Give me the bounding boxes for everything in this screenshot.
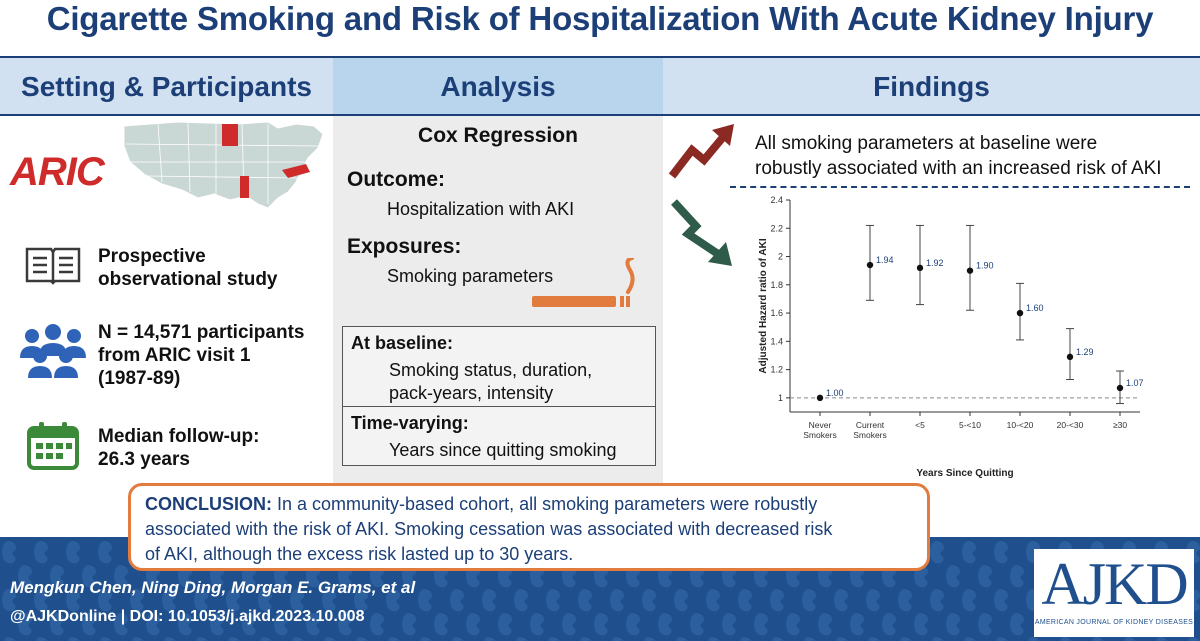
y-tick-label: 1.4: [770, 336, 783, 347]
y-tick-label: 1.2: [770, 364, 783, 375]
conclusion-text-2: associated with the risk of AKI. Smoking cessation was associated with decreased risk: [145, 519, 833, 539]
kidney-shape: [930, 589, 944, 611]
header-analysis: [333, 56, 663, 116]
kidney-shape: [578, 589, 592, 611]
ajkd-logo: [1034, 549, 1194, 637]
kidney-shape: [898, 637, 912, 641]
aric-logo: ARIC: [10, 150, 104, 194]
baseline-text: Smoking status, duration, pack-years, intensity: [389, 360, 593, 403]
method-heading: Cox Regression: [418, 124, 578, 147]
kidney-shape: [98, 637, 112, 641]
kidney-shape: [706, 637, 720, 641]
kidney-shape: [946, 613, 960, 635]
doi-link[interactable]: @AJKDonline | DOI: 10.1053/j.ajkd.2023.10.008: [10, 608, 365, 625]
kidney-shape: [354, 637, 368, 641]
kidney-shape: [674, 589, 688, 611]
kidney-shape: [386, 637, 400, 641]
conclusion-text-1: In a community-based cohort, all smoking parameters were robustly: [272, 494, 818, 514]
kidney-shape: [594, 613, 608, 635]
cigarette-icon: [528, 258, 640, 312]
kidney-shape: [2, 541, 16, 563]
kidney-shape: [546, 637, 560, 641]
time-varying-value: Years since quitting smoking: [389, 440, 617, 460]
kidney-shape: [322, 637, 336, 641]
kidney-shape: [754, 613, 768, 635]
kidney-shape: [738, 589, 752, 611]
open-book-icon: [24, 245, 82, 285]
kidney-shape: [962, 637, 976, 641]
x-tick-label: 20-<30: [1056, 420, 1084, 430]
kidney-shape: [866, 589, 880, 611]
baseline-box: [342, 326, 656, 408]
data-point: [1017, 310, 1023, 316]
page-title: Cigarette Smoking and Risk of Hospitalization With Acute Kidney Injury: [46, 0, 1154, 37]
time-varying-box: [342, 406, 656, 466]
hazard-ratio-chart: [740, 190, 1150, 480]
x-tick-label: <5: [915, 420, 925, 430]
kidney-shape: [482, 637, 496, 641]
kidney-shape: [562, 613, 576, 635]
kidney-shape: [66, 637, 80, 641]
kidney-shape: [978, 565, 992, 587]
kidney-shape: [642, 637, 656, 641]
header-setting-label: Setting & Participants: [21, 71, 312, 102]
header-analysis-label: Analysis: [440, 71, 556, 102]
kidney-shape: [1122, 637, 1136, 641]
time-varying-label: Time-varying:: [351, 413, 469, 433]
kidney-shape: [418, 589, 432, 611]
kidney-shape: [226, 637, 240, 641]
kidney-shape: [402, 613, 416, 635]
kidney-shape: [802, 589, 816, 611]
kidney-shape: [978, 613, 992, 635]
kidney-shape: [994, 589, 1008, 611]
y-tick-label: 2: [777, 251, 783, 262]
kidney-shape: [802, 637, 816, 641]
kidney-shape: [770, 589, 784, 611]
kidney-shape: [674, 637, 688, 641]
data-label: 1.29: [1076, 346, 1094, 357]
kidney-shape: [194, 637, 208, 641]
kidney-shape: [962, 541, 976, 563]
us-map-icon: [118, 118, 330, 214]
follow-up-text: Median follow-up: 26.3 years: [98, 426, 260, 470]
data-point: [1117, 385, 1123, 391]
data-point: [817, 395, 823, 401]
kidney-shape: [434, 613, 448, 635]
kidney-shape: [610, 637, 624, 641]
kidney-shape: [834, 589, 848, 611]
kidney-shape: [994, 541, 1008, 563]
y-axis-label: Adjusted Hazard ratio of AKI: [758, 238, 769, 374]
kidney-shape: [1186, 637, 1200, 641]
kidney-shape: [834, 637, 848, 641]
kidney-shape: [130, 637, 144, 641]
y-tick-label: 2.2: [770, 223, 783, 234]
kidney-shape: [498, 613, 512, 635]
x-tick-label: Smokers: [853, 430, 887, 440]
ajkd-subtitle: AMERICAN JOURNAL OF KIDNEY DISEASES: [1034, 619, 1194, 626]
y-tick-label: 1.6: [770, 308, 783, 319]
map-minnesota: [222, 124, 238, 146]
y-tick-label: 2.4: [770, 195, 783, 205]
kidney-shape: [850, 613, 864, 635]
exposures-value: Smoking parameters: [387, 266, 554, 286]
kidney-shape: [642, 589, 656, 611]
kidney-shape: [722, 613, 736, 635]
x-tick-label: Smokers: [803, 430, 837, 440]
header-setting: [0, 56, 333, 116]
kidney-shape: [546, 589, 560, 611]
kidney-shape: [866, 637, 880, 641]
kidney-shape: [1010, 565, 1024, 587]
kidney-shape: [882, 613, 896, 635]
kidney-shape: [930, 541, 944, 563]
kidney-shape: [738, 637, 752, 641]
participants-text: N = 14,571 participants from ARIC visit 1 (1987-89): [98, 322, 305, 389]
study-design-text: Prospective observational study: [98, 246, 278, 290]
trend-down-arrow-icon: [668, 196, 738, 270]
data-point: [1067, 354, 1073, 360]
finding-text: All smoking parameters at baseline were robustly associated with an increased risk of AKI: [755, 133, 1162, 179]
kidney-shape: [482, 589, 496, 611]
calendar-icon: [26, 420, 80, 470]
kidney-shape: [418, 637, 432, 641]
kidney-shape: [450, 589, 464, 611]
outcome-label: Outcome:: [347, 168, 446, 191]
x-tick-label: 5-<10: [959, 420, 981, 430]
header-findings-label: Findings: [873, 71, 990, 102]
header-findings: [663, 56, 1200, 116]
trend-up-arrow-icon: [668, 122, 738, 182]
kidney-shape: [514, 637, 528, 641]
data-label: 1.00: [826, 387, 844, 398]
ajkd-wordmark: AJKD: [1041, 551, 1187, 617]
y-tick-label: 1: [777, 392, 783, 403]
kidney-shape: [626, 613, 640, 635]
kidney-shape: [162, 637, 176, 641]
baseline-label: At baseline:: [351, 333, 454, 353]
kidney-shape: [770, 637, 784, 641]
x-tick-label: Current: [855, 420, 885, 430]
kidney-shape: [962, 589, 976, 611]
kidney-shape: [786, 613, 800, 635]
data-label: 1.90: [976, 260, 994, 271]
kidney-shape: [66, 541, 80, 563]
x-axis-label: Years Since Quitting: [916, 468, 1014, 479]
kidney-shape: [1090, 637, 1104, 641]
exposures-label: Exposures:: [347, 235, 462, 258]
kidney-shape: [1154, 637, 1168, 641]
kidney-shape: [1010, 613, 1024, 635]
kidney-shape: [34, 637, 48, 641]
kidney-shape: [946, 565, 960, 587]
kidney-shape: [706, 589, 720, 611]
data-label: 1.94: [876, 255, 894, 266]
conclusion-label: CONCLUSION:: [145, 494, 272, 514]
kidney-shape: [1026, 637, 1040, 641]
data-label: 1.07: [1126, 377, 1144, 388]
kidney-shape: [578, 637, 592, 641]
kidney-shape: [370, 613, 384, 635]
data-label: 1.60: [1026, 303, 1044, 314]
data-point: [967, 267, 973, 273]
authors: Mengkun Chen, Ning Ding, Morgan E. Grams, et al: [10, 578, 416, 597]
kidney-shape: [2, 637, 16, 641]
kidney-shape: [898, 589, 912, 611]
data-point: [867, 262, 873, 268]
kidney-shape: [98, 541, 112, 563]
findings-divider: [730, 186, 1190, 188]
people-group-icon: [18, 322, 88, 380]
kidney-shape: [530, 613, 544, 635]
x-tick-label: 10-<20: [1006, 420, 1034, 430]
data-point: [917, 265, 923, 271]
kidney-shape: [450, 637, 464, 641]
y-tick-label: 1.8: [770, 279, 783, 290]
kidney-shape: [690, 613, 704, 635]
kidney-shape: [1058, 637, 1072, 641]
kidney-shape: [466, 613, 480, 635]
data-label: 1.92: [926, 257, 944, 268]
map-mississippi: [240, 176, 249, 198]
kidney-shape: [658, 613, 672, 635]
conclusion-text-3: of AKI, although the excess risk lasted up to 30 years.: [145, 544, 574, 564]
x-tick-label: ≥30: [1112, 420, 1128, 430]
kidney-shape: [258, 637, 272, 641]
x-tick-label: Never: [808, 420, 832, 430]
kidney-shape: [290, 637, 304, 641]
conclusion-box: [128, 483, 930, 571]
kidney-shape: [914, 613, 928, 635]
kidney-shape: [34, 541, 48, 563]
outcome-value: Hospitalization with AKI: [387, 199, 575, 219]
kidney-shape: [818, 613, 832, 635]
kidney-shape: [514, 589, 528, 611]
kidney-shape: [994, 637, 1008, 641]
kidney-shape: [930, 637, 944, 641]
kidney-shape: [610, 589, 624, 611]
